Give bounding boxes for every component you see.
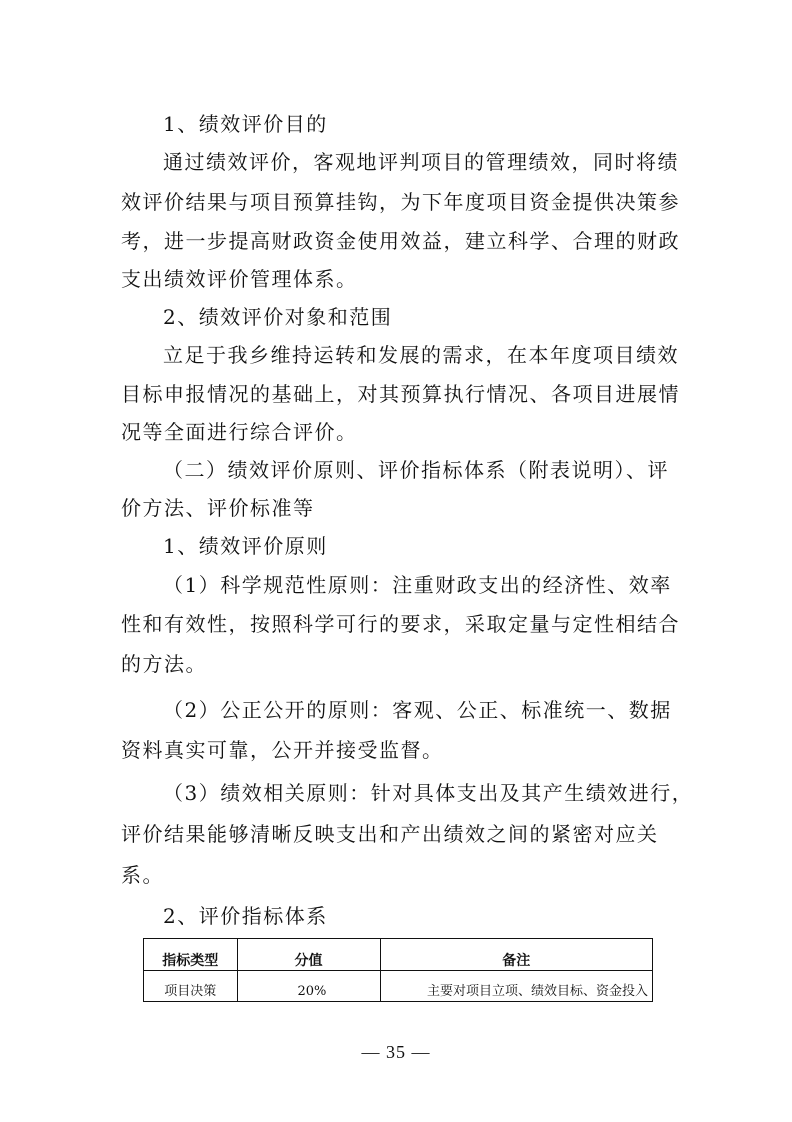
table-cell-value: 20% [297, 984, 327, 999]
paragraph-line: 系。 [121, 863, 164, 887]
heading-evaluation-principles: 1、绩效评价原则 [163, 534, 328, 558]
section-heading-two: （二）绩效评价原则、评价指标体系（附表说明）、评 [163, 458, 669, 482]
paragraph-line: （3）绩效相关原则：针对具体支出及其产生绩效进行， [163, 781, 694, 805]
table-header-row [144, 939, 653, 971]
paragraph-line: 资料真实可靠，公开并接受监督。 [121, 738, 444, 762]
table-header-cell: 指标类型 [144, 939, 238, 971]
table-row [144, 971, 653, 1002]
table-cell: 项目决策 [144, 971, 238, 1002]
section-heading-two-cont: 价方法、评价标准等 [121, 496, 315, 520]
paragraph-line: 的方法。 [121, 652, 207, 676]
indicator-table [143, 938, 653, 1002]
paragraph-line: 效评价结果与项目预算挂钩，为下年度项目资金提供决策参 [121, 190, 680, 214]
table-header-cell: 分值 [237, 939, 380, 971]
paragraph-line: （2）公正公开的原则：客观、公正、标准统一、数据 [163, 698, 672, 722]
paragraph-line: 况等全面进行综合评价。 [121, 420, 358, 444]
heading-evaluation-purpose: 1、绩效评价目的 [163, 112, 328, 136]
paragraph-line: 考，进一步提高财政资金使用效益，建立科学、合理的财政 [121, 229, 680, 253]
heading-evaluation-scope: 2、绩效评价对象和范围 [163, 305, 393, 329]
table-header-cell: 备注 [380, 939, 652, 971]
table-cell [237, 971, 380, 1002]
table-cell: 主要对项目立项、绩效目标、资金投入 [380, 971, 652, 1002]
paragraph-line: 通过绩效评价，客观地评判项目的管理绩效，同时将绩 [163, 150, 679, 174]
paragraph-line: 立足于我乡维持运转和发展的需求，在本年度项目绩效 [163, 343, 679, 367]
paragraph-line: 支出绩效评价管理体系。 [121, 267, 358, 291]
paragraph-line: 性和有效性，按照科学可行的要求，采取定量与定性相结合 [121, 612, 680, 636]
page-number: — 35 — [361, 1042, 431, 1062]
paragraph-line: 目标申报情况的基础上，对其预算执行情况、各项目进展情 [121, 382, 680, 406]
heading-indicator-system: 2、评价指标体系 [163, 904, 328, 928]
paragraph-line: 评价结果能够清晰反映支出和产出绩效之间的紧密对应关 [121, 822, 659, 846]
paragraph-line: （1）科学规范性原则：注重财政支出的经济性、效率 [163, 573, 672, 597]
